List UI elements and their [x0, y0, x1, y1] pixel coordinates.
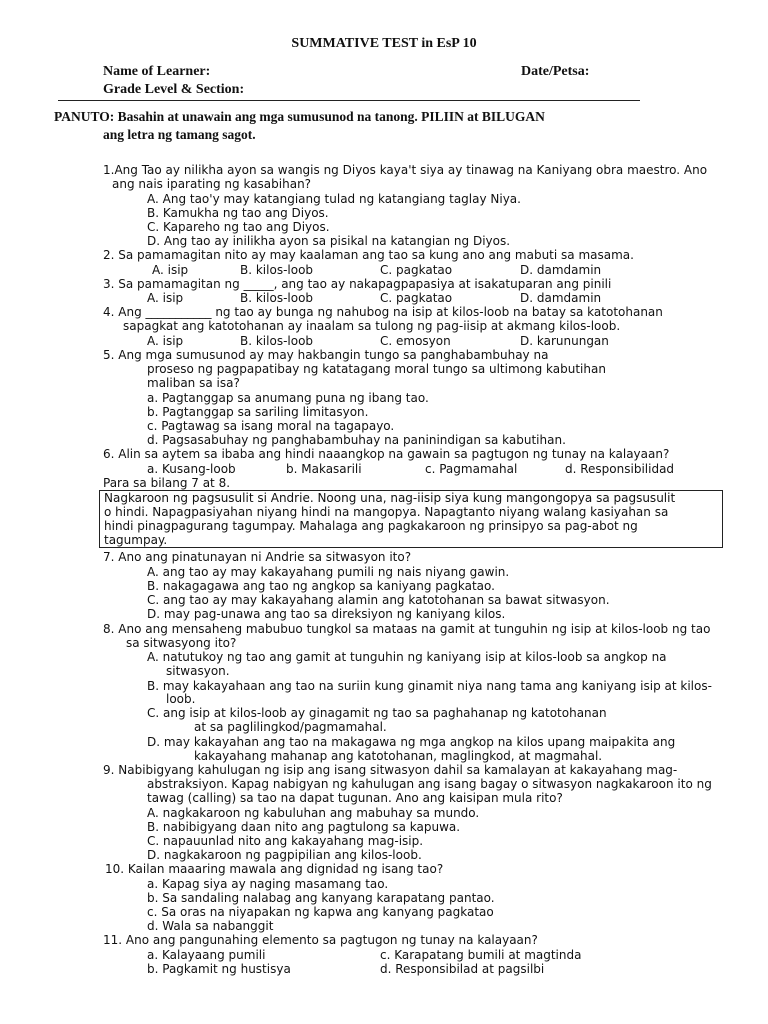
- q5-choice-b[interactable]: b. Pagtanggap sa sariling limitasyon.: [147, 405, 369, 419]
- q2-choice-c[interactable]: C. pagkatao: [380, 263, 453, 277]
- q8-choice-a[interactable]: A. natutukoy ng tao ang gamit at tunguhin ng kaniyang isip at kilos-loob sa angkop na: [147, 650, 667, 664]
- q8-choice-b-cont: loob.: [166, 692, 196, 706]
- q9-stem-2: abstraksiyon. Kapag nabigyan ng kahulugan ang isang bagay o sitwasyon nagkakaroon ito ng: [147, 777, 712, 791]
- q9-choice-b[interactable]: B. nabibigyang daan nito ang pagtulong sa kapuwa.: [147, 820, 461, 834]
- q8-stem-1: 8. Ano ang mensaheng mabubuo tungkol sa mataas na gamit at tunguhin ng isip at kilos-loob ng tao: [103, 622, 711, 636]
- q7-choice-b[interactable]: B. nakagagawa ang tao ng angkop sa kaniyang pagkatao.: [147, 579, 495, 593]
- q10-stem: 10. Kailan maaaring mawala ang dignidad ng isang tao?: [105, 862, 444, 876]
- q4-choice-c[interactable]: C. emosyon: [380, 334, 451, 348]
- q6-stem: 6. Alin sa aytem sa ibaba ang hindi naaangkop na gawain sa pagtugon ng tunay na kalayaan?: [103, 447, 670, 461]
- panuto-line-1: PANUTO: Basahin at unawain ang mga sumusunod na tanong. PILIIN at BILUGAN: [54, 109, 545, 124]
- q6-choice-d[interactable]: d. Responsibilidad: [565, 462, 675, 476]
- q10-choice-d[interactable]: d. Wala sa nabanggit: [147, 919, 274, 933]
- q11-stem: 11. Ano ang pangunahing elemento sa pagtugon ng tunay na kalayaan?: [103, 933, 538, 947]
- test-title: SUMMATIVE TEST in EsP 10: [291, 36, 477, 51]
- q8-stem-2: sa sitwasyong ito?: [126, 636, 237, 650]
- q9-stem-1: 9. Nabibigyang kahulugan ng isip ang isang sitwasyon dahil sa kamalayan at kakayahang mag-: [103, 763, 678, 777]
- q9-choice-d[interactable]: D. nagkakaroon ng pagpipilian ang kilos-loob.: [147, 848, 422, 862]
- q5-choice-d[interactable]: d. Pagsasabuhay ng panghabambuhay na paninindigan sa kabutihan.: [147, 433, 566, 447]
- q1-stem-2: ang nais iparating ng kasabihan?: [112, 177, 312, 191]
- q3-choice-a[interactable]: A. isip: [147, 291, 184, 305]
- q3-stem: 3. Sa pamamagitan ng _____, ang tao ay nakapagpapasiya at isakatuparan ang pinili: [103, 277, 612, 291]
- passage-line-2: o hindi. Napagpasiyahan niyang hindi na mangopya. Napagtanto niyang walang kasiyahan sa: [104, 505, 669, 519]
- q10-choice-c[interactable]: c. Sa oras na niyapakan ng kapwa ang kanyang pagkatao: [147, 905, 494, 919]
- q5-choice-c[interactable]: c. Pagtawag sa isang moral na tagapayo.: [147, 419, 395, 433]
- q3-choice-c[interactable]: C. pagkatao: [380, 291, 453, 305]
- q9-choice-a[interactable]: A. nagkakaroon ng kabuluhan ang mabuhay sa mundo.: [147, 806, 480, 820]
- passage-line-1: Nagkaroon ng pagsusulit si Andrie. Noong una, nag-iisip siya kung mangongopya sa pagsusulit: [104, 491, 676, 505]
- q1-choice-b[interactable]: B. Kamukha ng tao ang Diyos.: [147, 206, 329, 220]
- q5-stem-1: 5. Ang mga sumusunod ay may hakbangin tungo sa panghabambuhay na: [103, 348, 549, 362]
- q8-choice-d[interactable]: D. may kakayahan ang tao na makagawa ng mga angkop na kilos upang maipakita ang: [147, 735, 676, 749]
- q1-choice-a[interactable]: A. Ang tao'y may katangiang tulad ng katangiang taglay Niya.: [147, 192, 521, 206]
- q8-choice-d-cont: kakayahang mahanap ang katotohanan, maglingkod, at magmahal.: [194, 749, 603, 763]
- q7-stem: 7. Ano ang pinatunayan ni Andrie sa sitwasyon ito?: [103, 550, 412, 564]
- q6-choice-a[interactable]: a. Kusang-loob: [147, 462, 236, 476]
- q11-choice-a[interactable]: a. Kalayaang pumili: [147, 948, 266, 962]
- q1-choice-c[interactable]: C. Kapareho ng tao ang Diyos.: [147, 220, 330, 234]
- passage-intro: Para sa bilang 7 at 8.: [103, 476, 231, 490]
- q10-choice-b[interactable]: b. Sa sandaling nalabag ang kanyang karapatang pantao.: [147, 891, 495, 905]
- passage-line-4: tagumpay.: [104, 533, 168, 547]
- q4-stem-2: sapagkat ang katotohanan ay inaalam sa tulong ng pag-iisip at akmang kilos-loob.: [123, 319, 621, 333]
- q7-choice-d[interactable]: D. may pag-unawa ang tao sa direksiyon ng kaniyang kilos.: [147, 607, 506, 621]
- panuto-line-2: ang letra ng tamang sagot.: [103, 127, 256, 142]
- q8-choice-c[interactable]: C. ang isip at kilos-loob ay ginagamit ng tao sa paghahanap ng katotohanan: [147, 706, 607, 720]
- q7-choice-c[interactable]: C. ang tao ay may kakayahang alamin ang katotohanan sa bawat sitwasyon.: [147, 593, 610, 607]
- q1-stem-1: 1.Ang Tao ay nilikha ayon sa wangis ng Diyos kaya't siya ay tinawag na Kaniyang obra maestro. Ano: [103, 163, 708, 177]
- q1-choice-d[interactable]: D. Ang tao ay inilikha ayon sa pisikal na katangian ng Diyos.: [147, 234, 511, 248]
- q10-choice-a[interactable]: a. Kapag siya ay naging masamang tao.: [147, 877, 389, 891]
- q11-choice-c[interactable]: c. Karapatang bumili at magtinda: [380, 948, 582, 962]
- q5-stem-2: proseso ng pagpapatibay ng katatagang moral tungo sa ultimong kabutihan: [147, 362, 606, 376]
- q2-choice-a[interactable]: A. isip: [152, 263, 189, 277]
- grade-level-section-label: Grade Level & Section:: [103, 82, 245, 97]
- q7-choice-a[interactable]: A. ang tao ay may kakayahang pumili ng nais niyang gawin.: [147, 565, 510, 579]
- passage-line-3: hindi pinagpagurang tagumpay. Mahalaga ang pagkakaroon ng prinsipyo sa pag-abot ng: [104, 519, 638, 533]
- q9-stem-3: tawag (calling) sa tao na dapat tugunan. Ano ang kaisipan mula rito?: [147, 791, 563, 805]
- q8-choice-b[interactable]: B. may kakayahaan ang tao na suriin kung ginamit niya nang tama ang kaniyang isip at kilos-: [147, 679, 712, 693]
- q2-stem: 2. Sa pamamagitan nito ay may kaalaman ang tao sa kung ano ang mabuti sa masama.: [103, 248, 634, 262]
- q6-choice-b[interactable]: b. Makasarili: [286, 462, 362, 476]
- q6-choice-c[interactable]: c. Pagmamahal: [425, 462, 518, 476]
- q11-choice-d[interactable]: d. Responsibilad at pagsilbi: [380, 962, 545, 976]
- header-underline: [58, 100, 640, 101]
- q5-stem-3: maliban sa isa?: [147, 376, 240, 390]
- q8-choice-c-cont: at sa paglilingkod/pagmamahal.: [194, 720, 387, 734]
- q4-choice-d[interactable]: D. karunungan: [520, 334, 609, 348]
- q5-choice-a[interactable]: a. Pagtanggap sa anumang puna ng ibang tao.: [147, 391, 429, 405]
- q4-choice-b[interactable]: B. kilos-loob: [240, 334, 314, 348]
- q4-stem-1: 4. Ang ___________ ng tao ay bunga ng nahubog na isip at kilos-loob na batay sa katotohanan: [103, 305, 663, 319]
- q2-choice-d[interactable]: D. damdamin: [520, 263, 602, 277]
- q4-choice-a[interactable]: A. isip: [147, 334, 184, 348]
- date-label: Date/Petsa:: [521, 64, 590, 79]
- name-of-learner-label: Name of Learner:: [103, 64, 211, 79]
- q8-choice-a-cont: sitwasyon.: [166, 664, 230, 678]
- q3-choice-b[interactable]: B. kilos-loob: [240, 291, 314, 305]
- q11-choice-b[interactable]: b. Pagkamit ng hustisya: [147, 962, 291, 976]
- q2-choice-b[interactable]: B. kilos-loob: [240, 263, 314, 277]
- q3-choice-d[interactable]: D. damdamin: [520, 291, 602, 305]
- q9-choice-c[interactable]: C. napauunlad nito ang kakayahang mag-isip.: [147, 834, 424, 848]
